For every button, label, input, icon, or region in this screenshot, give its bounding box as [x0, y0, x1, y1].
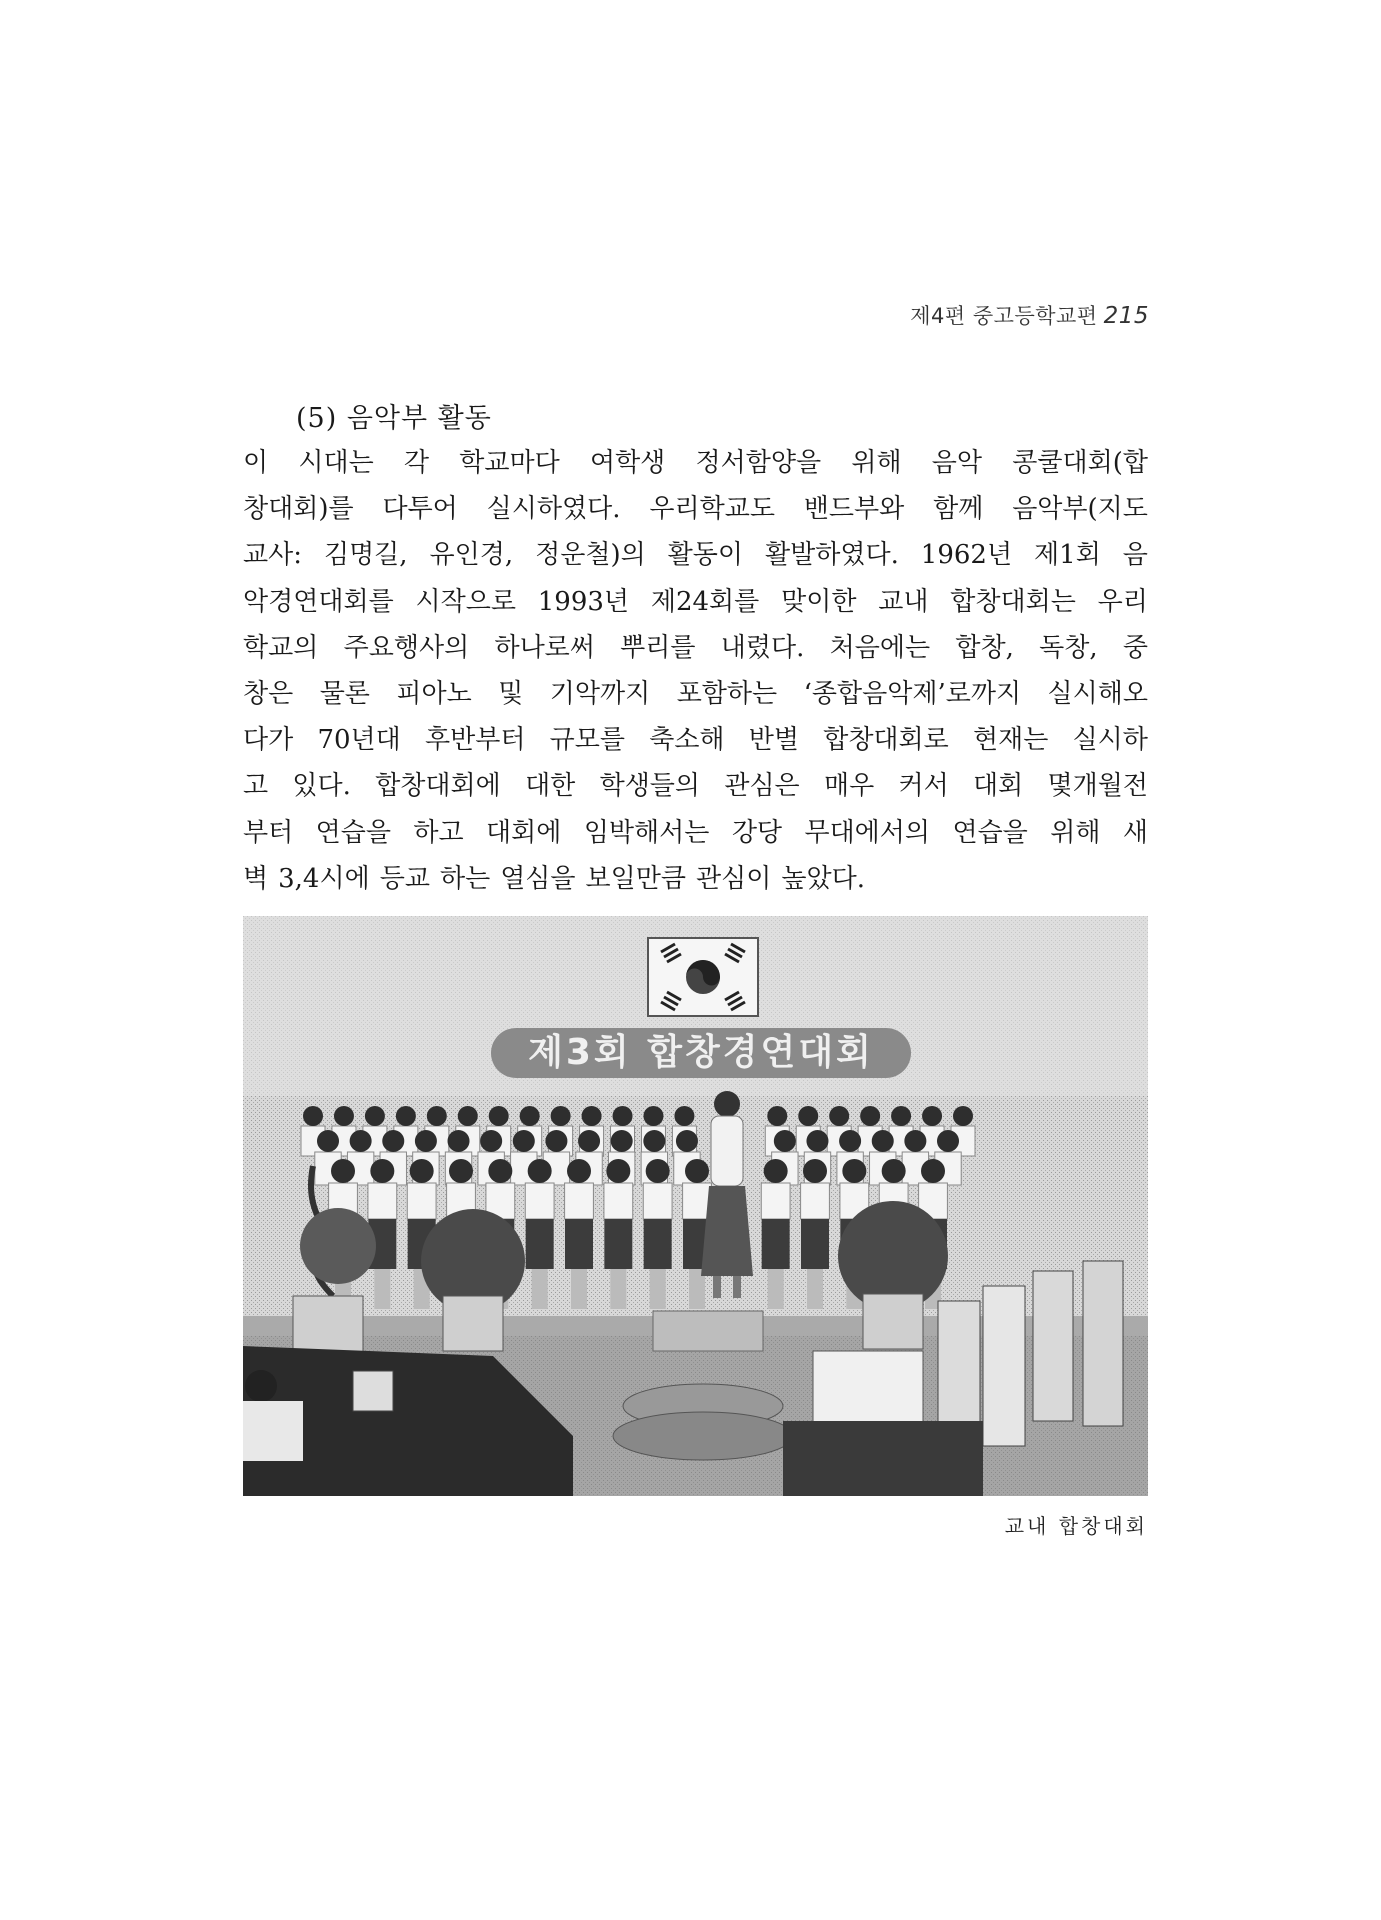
running-header: [910, 300, 1149, 330]
word: 후반부터: [424, 725, 526, 756]
word: 1993년: [537, 586, 630, 617]
word: 중: [1122, 632, 1148, 663]
page-number: 215: [1103, 303, 1149, 329]
word: 축소해: [649, 725, 725, 756]
word: 함께: [933, 494, 984, 525]
singer: [761, 1159, 790, 1219]
word: 음악부(지도: [1012, 494, 1148, 525]
word: 새: [1122, 817, 1148, 848]
word: 및: [498, 678, 524, 709]
word: 독창,: [1039, 632, 1098, 663]
word: 70년대: [317, 725, 401, 756]
word: 각: [403, 448, 430, 478]
word: 학교마다: [459, 448, 560, 478]
word: 여학생: [589, 448, 666, 478]
word: 하나로써: [494, 632, 595, 663]
word: 고: [243, 771, 269, 802]
word: 있다.: [292, 771, 351, 802]
word: 관심은: [724, 771, 800, 802]
paragraph-line: [243, 856, 1148, 902]
paragraph-line: [243, 625, 1148, 671]
singer: [604, 1159, 633, 1219]
word: 실시해오: [1047, 678, 1148, 709]
paragraph-line: [243, 763, 1148, 809]
word: 맞이한: [781, 586, 857, 617]
word: 위해: [1050, 817, 1101, 848]
photo-caption: 교내 합창대회: [1004, 1514, 1148, 1538]
singer: [407, 1159, 436, 1219]
word: 김명길,: [323, 540, 408, 571]
word: 이: [243, 448, 269, 478]
banner-text: 제3회 합창경연대회: [528, 1032, 874, 1073]
choir-photo-illustration: [243, 916, 1148, 1496]
word: 내렸다.: [720, 632, 805, 663]
word: 뿌리를: [620, 632, 696, 663]
singer: [565, 1159, 594, 1219]
word: 학생들의: [599, 771, 701, 802]
word: 제1회: [1034, 540, 1101, 571]
word: 규모를: [549, 725, 625, 756]
word: 음악: [931, 448, 983, 478]
word: 정서함양을: [695, 448, 822, 478]
word: 기악까지: [549, 678, 651, 709]
word: 피아노: [396, 678, 472, 709]
singer: [643, 1159, 672, 1219]
word: 창은: [243, 678, 294, 709]
word: 학교의: [243, 632, 319, 663]
word: 임박해서는: [583, 817, 710, 848]
section-heading: (5) 음악부 활동: [296, 403, 492, 434]
word: 위해: [851, 448, 902, 478]
paragraph-line: [243, 532, 1148, 578]
paragraph-line: [243, 579, 1148, 625]
running-header-title: 제4편 중고등학교편: [910, 304, 1098, 328]
body-paragraph: [243, 440, 1148, 902]
word: 우리학교도: [649, 494, 775, 525]
word: 밴드부와: [803, 494, 905, 525]
word: 주요행사의: [343, 632, 470, 663]
word: 커서: [898, 771, 949, 802]
word: 제24회를: [650, 586, 760, 617]
word: 창대회)를: [243, 494, 354, 525]
word: 포함하는: [676, 678, 778, 709]
paragraph-line: [243, 671, 1148, 717]
choir-photo: [243, 916, 1148, 1496]
word: 음: [1122, 540, 1148, 571]
word: 시대는: [298, 448, 374, 478]
word: 교내: [878, 586, 929, 617]
word: 대한: [525, 771, 576, 802]
word: 열심을: [500, 863, 576, 894]
singer: [368, 1159, 397, 1219]
word: 다투어: [382, 494, 458, 525]
word: 높았다.: [781, 863, 865, 894]
word: 악경연대회를: [243, 586, 394, 617]
word: 우리: [1097, 586, 1148, 617]
word: 등교: [379, 863, 430, 894]
word: 유인경,: [429, 540, 514, 571]
word: 반별: [748, 725, 799, 756]
singer: [525, 1159, 554, 1219]
word: 다가: [243, 725, 294, 756]
word: 합창대회는: [950, 586, 1076, 617]
word: 물론: [319, 678, 370, 709]
word: 콩쿨대회(합: [1012, 448, 1148, 478]
banner: [491, 1028, 911, 1078]
word: 무대에서의: [804, 817, 931, 848]
paragraph-line: [243, 486, 1148, 532]
word: 실시하였다.: [486, 494, 621, 525]
word: 보일만큼: [585, 863, 687, 894]
word: 합창대회에: [375, 771, 501, 802]
word: 연습을: [952, 817, 1028, 848]
word: 합창대회로: [823, 725, 949, 756]
word: 몇개월전: [1047, 771, 1148, 802]
word: 강당: [731, 817, 783, 848]
word: 부터: [243, 817, 294, 848]
word: 3,4시에: [278, 863, 370, 894]
word: 연습을: [315, 817, 391, 848]
word: 매우: [823, 771, 875, 802]
word: 하는: [439, 863, 491, 894]
word: 시작으로: [415, 586, 516, 617]
word: 활동이: [667, 540, 744, 571]
word: 대회에: [486, 817, 562, 848]
word: 현재는: [973, 725, 1049, 756]
singer: [801, 1159, 830, 1219]
word: 합창,: [955, 632, 1014, 663]
paragraph-line: [243, 717, 1148, 763]
word: 실시하: [1072, 725, 1148, 756]
word: 1962년: [920, 540, 1013, 571]
word: 처음에는: [829, 632, 931, 663]
word: 정운철)의: [535, 540, 646, 571]
word: 대회: [973, 771, 1024, 802]
flag: [648, 938, 758, 1016]
word: 활발하였다.: [764, 540, 899, 571]
word: 교사:: [243, 540, 302, 571]
word: 관심이: [696, 863, 772, 894]
word: 하고: [413, 817, 464, 848]
paragraph-line: [243, 810, 1148, 856]
paragraph-line: [243, 440, 1148, 486]
word: 벽: [243, 863, 269, 894]
word: ‘종합음악제’로까지: [803, 678, 1022, 709]
singer: [486, 1159, 515, 1219]
